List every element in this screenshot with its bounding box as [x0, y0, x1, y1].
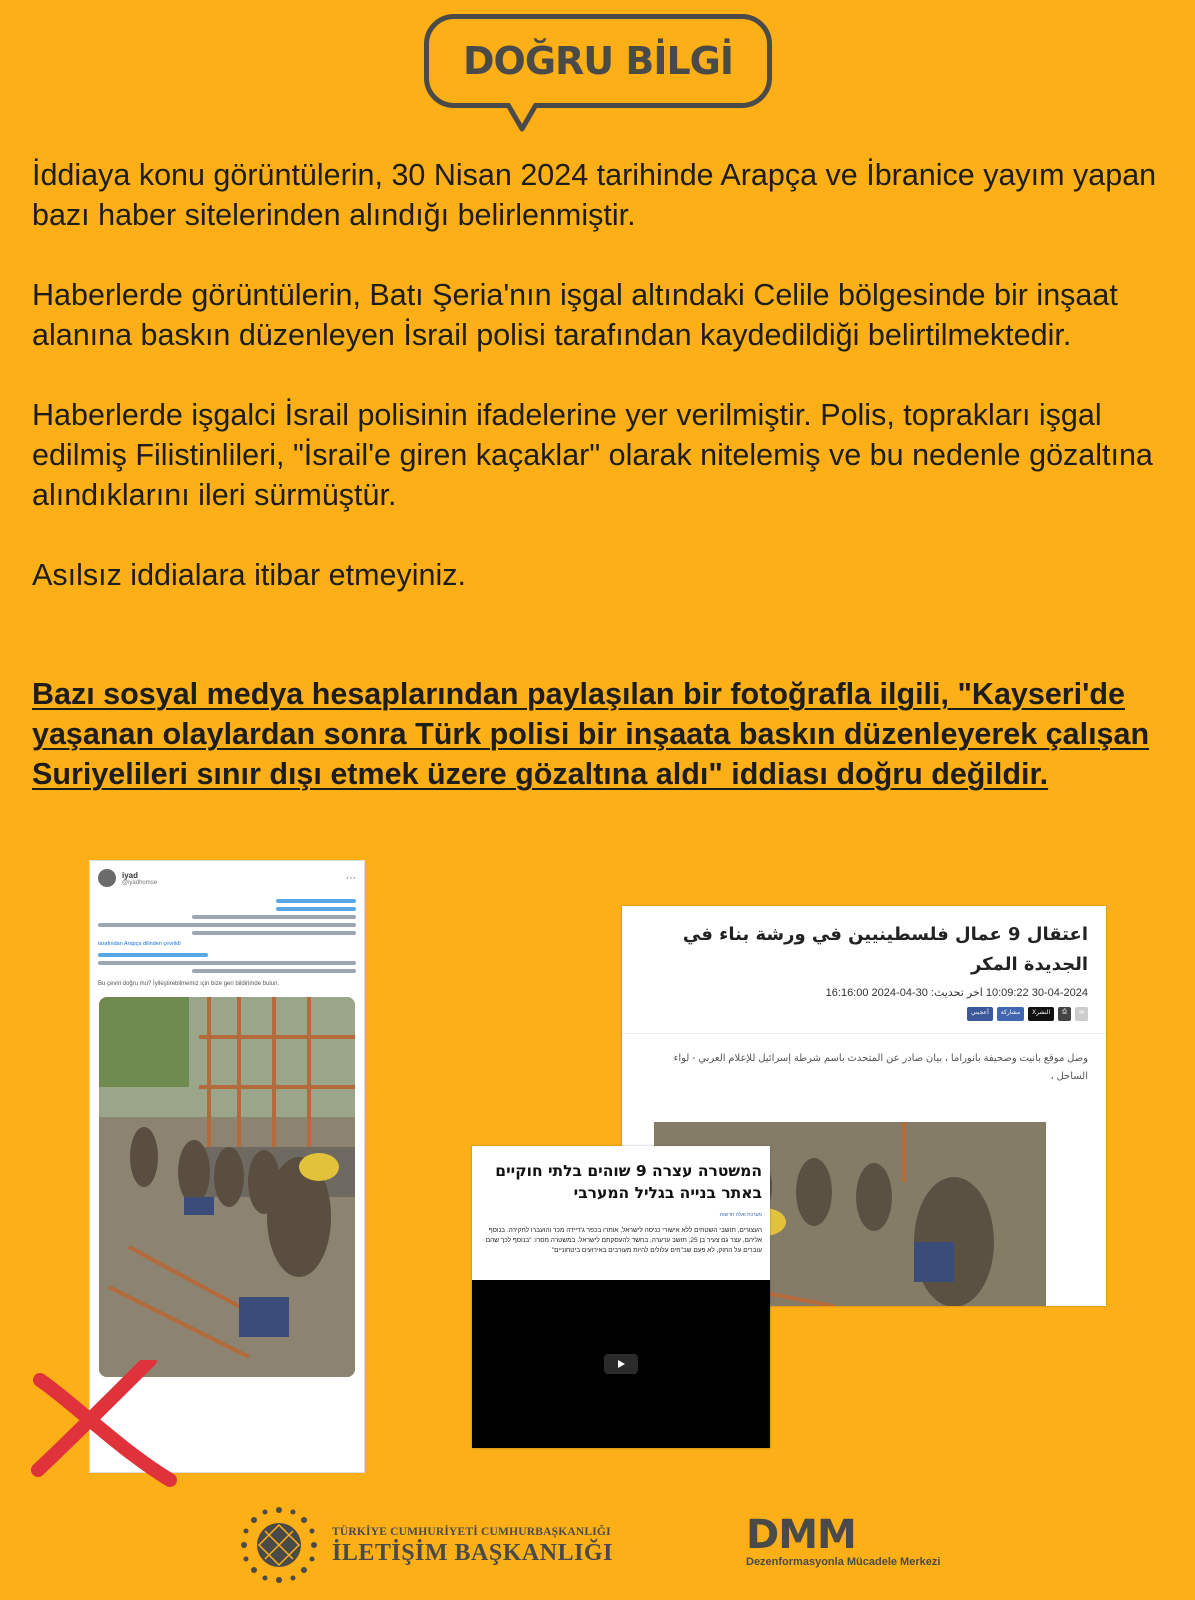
gov-line1: TÜRKİYE CUMHURİYETİ CUMHURBAŞKANLIĞI [332, 1526, 611, 1538]
header-title: DOĞRU BİLGİ [462, 39, 734, 83]
play-icon [604, 1354, 638, 1374]
x-post-button: Xالنشر [1028, 1007, 1054, 1021]
dmm-subtitle: Dezenformasyonla Mücadele Merkezi [746, 1556, 941, 1568]
avatar [98, 869, 116, 887]
share-button: مشاركة [997, 1007, 1024, 1021]
construction-site-photo [99, 997, 355, 1377]
text-line [192, 969, 356, 973]
photo-illustration [99, 997, 355, 1377]
translation-label: tarafından Arapça dilinden çevrildi [98, 941, 181, 947]
hebrew-article-text: העצורים, תושבי השטחים ללא אישורי כניסה לישראל, אותרו בכפר ג'דיידה מכר והועברו לחקירה. בנוסף אליהם, עצר גם צעיר בן 25, תושב ערערה, בחשד להעסקתם לישראל. במשטרה מסרו: "בנוסף לכך שהם עוברים על החוק, לא פעם שב"חים עלולים להיות מעורבים באירועים ביטחוניים" [485, 1227, 762, 1254]
arabic-article-title: اعتقال 9 عمال فلسطينيين في ورشة بناء في الجديدة المكر [682, 924, 1088, 975]
more-options-icon: ⋯ [346, 872, 356, 884]
quoted-tweet-line [98, 953, 208, 957]
paragraph-police-statement: Haberlerde işgalci İsrail polisinin ifadelerine yer verilmiştir. Polis, toprakları işgal edilmiş Filistinlileri, "İsrail'e giren kaçaklar" olarak nitelemiş ve bu nedenle gözaltına alındıklarını ileri sürmüştür. [32, 398, 1153, 512]
header-speech-bubble [424, 14, 772, 108]
share-buttons [622, 1005, 1106, 1023]
dmm-logo [746, 1512, 941, 1568]
arabic-article-date: 30-04-2024 10:09:22 اخر تحديث: 30-04-2024 16:16:00 [825, 987, 1088, 999]
hashtag-line [276, 899, 356, 903]
text-line [192, 931, 356, 935]
tweet-author-handle: @iyadhomse [122, 879, 158, 886]
like-button: أعجبني [967, 1007, 993, 1021]
hebrew-news-screenshot [472, 1146, 770, 1448]
hebrew-article-title: המשטרה עצרה 9 שוהים בלתי חוקיים באתר בנייה בגליל המערבי [495, 1162, 762, 1202]
claim-verdict-text: Bazı sosyal medya hesaplarından paylaşılan bir fotoğrafla ilgili, "Kayseri'de yaşanan olaylardan sonra Türk polisi bir inşaata baskın düzenleyerek çalışan Suriyelileri sınır dışı etmek üzere gözaltına aldı" iddiası doğru değildir. [32, 677, 1150, 791]
paragraph-source: İddiaya konu görüntülerin, 30 Nisan 2024 tarihinde Arapça ve İbranice yayım yapan bazı haber sitelerinden alındığı belirlenmiştir. [32, 158, 1157, 232]
hebrew-article-byline: מערכת ואלה חדשות [719, 1212, 762, 1218]
claim-verdict [32, 674, 1172, 794]
text-line [98, 923, 356, 927]
arabic-article-snippet: وصل موقع بانيت وصحيفة بانوراما ، بيان صادر عن المتحدث باسم شرطة إسرائيل للإعلام العربي - لواء الساحل ، [622, 1033, 1106, 1102]
text-line [192, 915, 356, 919]
tweet-header [90, 861, 364, 895]
translation-feedback: Bu çeviri doğru mu? İyileştirebilmemiz için bize geri bildirimde bulun. [98, 981, 280, 987]
iletisim-emblem-icon [240, 1506, 318, 1584]
paragraph-warning: Asılsız iddialara itibar etmeyiniz. [32, 558, 466, 592]
text-line [98, 961, 356, 965]
fact-check-body [32, 155, 1172, 635]
speech-bubble-tail [507, 103, 537, 133]
video-player [472, 1280, 770, 1448]
iletisim-baskanligi-logo [332, 1526, 613, 1567]
gov-line2: İLETİŞİM BAŞKANLIĞI [332, 1540, 613, 1566]
print-icon: ⎙ [1058, 1007, 1071, 1021]
dmm-logo-text: DMM [746, 1512, 856, 1558]
false-claim-cross-icon [30, 1360, 180, 1490]
hashtag-line [276, 907, 356, 911]
paragraph-context: Haberlerde görüntülerin, Batı Şeria'nın işgal altındaki Celile bölgesinde bir inşaat alanına baskın düzenleyen İsrail polisi tarafından kaydedildiği belirtilmektedir. [32, 278, 1118, 352]
tweet-author-name: iyad [122, 870, 139, 880]
comment-icon: ✉ [1075, 1007, 1088, 1021]
